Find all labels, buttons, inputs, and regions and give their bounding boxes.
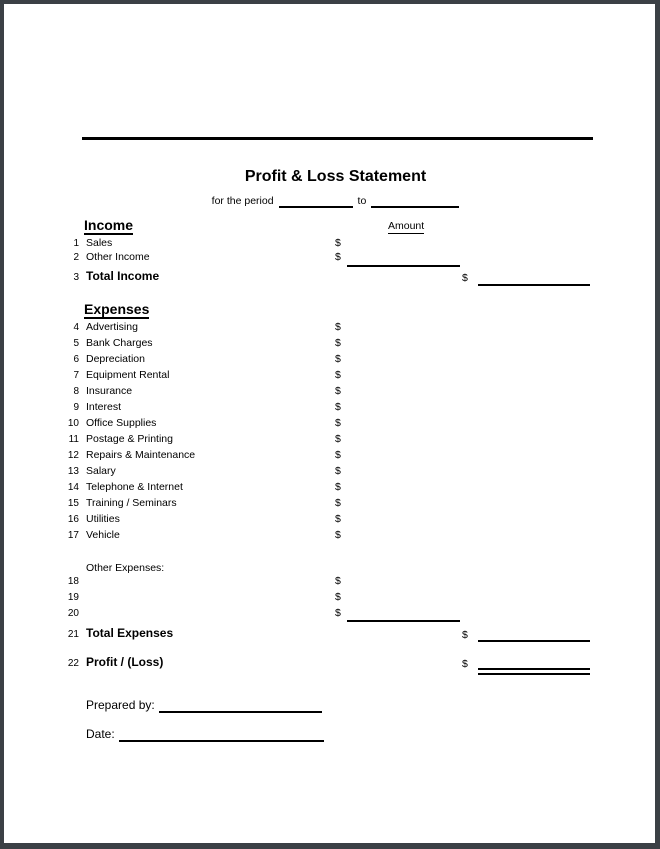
row-label: Training / Seminars: [86, 497, 177, 509]
period-to-label: to: [357, 195, 367, 207]
period-line: [4, 195, 655, 208]
dollar-sign: $: [335, 433, 341, 445]
period-start-blank: [279, 195, 353, 208]
row-label: Other Income: [86, 251, 150, 263]
row-number: 3: [73, 272, 79, 283]
dollar-sign: $: [335, 321, 341, 333]
row-label: Sales: [86, 237, 113, 249]
dollar-sign: $: [335, 513, 341, 525]
row-label: Insurance: [86, 385, 133, 397]
row-number: 13: [67, 466, 79, 477]
row-label: Telephone & Internet: [86, 481, 183, 493]
dollar-sign: $: [462, 629, 468, 641]
dollar-sign: $: [335, 401, 341, 413]
income-row: [4, 250, 655, 264]
date-row: [86, 727, 324, 742]
expense-row: [4, 512, 655, 526]
dollar-sign: $: [335, 251, 341, 263]
row-label: Postage & Printing: [86, 433, 173, 445]
row-label: Bank Charges: [86, 337, 153, 349]
row-number: 5: [73, 338, 79, 349]
row-number: 10: [67, 418, 79, 429]
other-expense-row: [4, 606, 655, 620]
expense-row: [4, 368, 655, 382]
row-number: 11: [68, 434, 79, 445]
row-number: 22: [67, 658, 79, 669]
row-number: 8: [73, 386, 79, 397]
row-number: 7: [73, 370, 79, 381]
other-expense-row: [4, 574, 655, 588]
row-number: 16: [67, 514, 79, 525]
expenses-amount-underline: [347, 620, 460, 622]
period-end-blank: [371, 195, 459, 208]
dollar-sign: $: [335, 353, 341, 365]
dollar-sign: $: [335, 465, 341, 477]
dollar-sign: $: [335, 337, 341, 349]
dollar-sign: $: [335, 529, 341, 541]
profit-loss-double-rule: [478, 668, 590, 675]
row-label: Total Expenses: [86, 626, 174, 640]
row-number: 20: [67, 608, 79, 619]
row-number: 14: [67, 482, 79, 493]
expenses-heading: Expenses: [84, 301, 150, 317]
expense-row: [4, 480, 655, 494]
row-label: Depreciation: [86, 353, 145, 365]
income-row: [4, 236, 655, 250]
date-blank: [119, 728, 324, 742]
header-rule: [82, 137, 593, 140]
expense-row: [4, 528, 655, 542]
expense-row: [4, 464, 655, 478]
page-title: Profit & Loss Statement: [244, 168, 427, 185]
total-expenses-row: [4, 625, 655, 641]
dollar-sign: $: [462, 272, 468, 284]
expense-row: [4, 336, 655, 350]
dollar-sign: $: [335, 417, 341, 429]
row-number: 1: [73, 238, 79, 249]
row-number: 9: [73, 402, 79, 413]
row-number: 19: [67, 592, 79, 603]
date-label: Date:: [86, 727, 115, 741]
row-number: 17: [67, 530, 79, 541]
row-number: 4: [73, 322, 79, 333]
dollar-sign: $: [462, 658, 468, 670]
document-page: [4, 4, 655, 843]
expense-row: [4, 416, 655, 430]
income-heading: Income: [84, 217, 134, 233]
row-number: 2: [73, 252, 79, 263]
dollar-sign: $: [335, 385, 341, 397]
income-amount-underline: [347, 265, 460, 267]
prepared-by-label: Prepared by:: [86, 698, 155, 712]
row-label: Utilities: [86, 513, 120, 525]
other-expenses-label: Other Expenses:: [86, 562, 165, 574]
dollar-sign: $: [335, 369, 341, 381]
total-income-row: [4, 268, 655, 284]
dollar-sign: $: [335, 591, 341, 603]
row-label: Office Supplies: [86, 417, 157, 429]
row-number: 15: [67, 498, 79, 509]
dollar-sign: $: [335, 497, 341, 509]
row-number: 18: [67, 576, 79, 587]
prepared-by-row: [86, 698, 322, 713]
expense-row: [4, 320, 655, 334]
prepared-by-blank: [159, 699, 322, 713]
expense-row: [4, 448, 655, 462]
dollar-sign: $: [335, 575, 341, 587]
expense-row: [4, 432, 655, 446]
row-label: Vehicle: [86, 529, 120, 541]
amount-column-header: Amount: [388, 220, 425, 232]
row-label: Equipment Rental: [86, 369, 170, 381]
row-number: 6: [73, 354, 79, 365]
dollar-sign: $: [335, 449, 341, 461]
dollar-sign: $: [335, 481, 341, 493]
dollar-sign: $: [335, 237, 341, 249]
row-label: Advertising: [86, 321, 138, 333]
other-expense-row: [4, 590, 655, 604]
row-label: Salary: [86, 465, 116, 477]
row-number: 21: [67, 629, 79, 640]
expense-row: [4, 352, 655, 366]
period-prefix-label: for the period: [211, 195, 274, 207]
row-label: Repairs & Maintenance: [86, 449, 196, 461]
row-label: Total Income: [86, 269, 160, 283]
total-expenses-underline: [478, 640, 590, 642]
expense-row: [4, 384, 655, 398]
total-income-underline: [478, 284, 590, 286]
row-label: Profit / (Loss): [86, 655, 164, 669]
expense-row: [4, 400, 655, 414]
expense-row: [4, 496, 655, 510]
row-label: Interest: [86, 401, 122, 413]
row-number: 12: [67, 450, 79, 461]
dollar-sign: $: [335, 607, 341, 619]
